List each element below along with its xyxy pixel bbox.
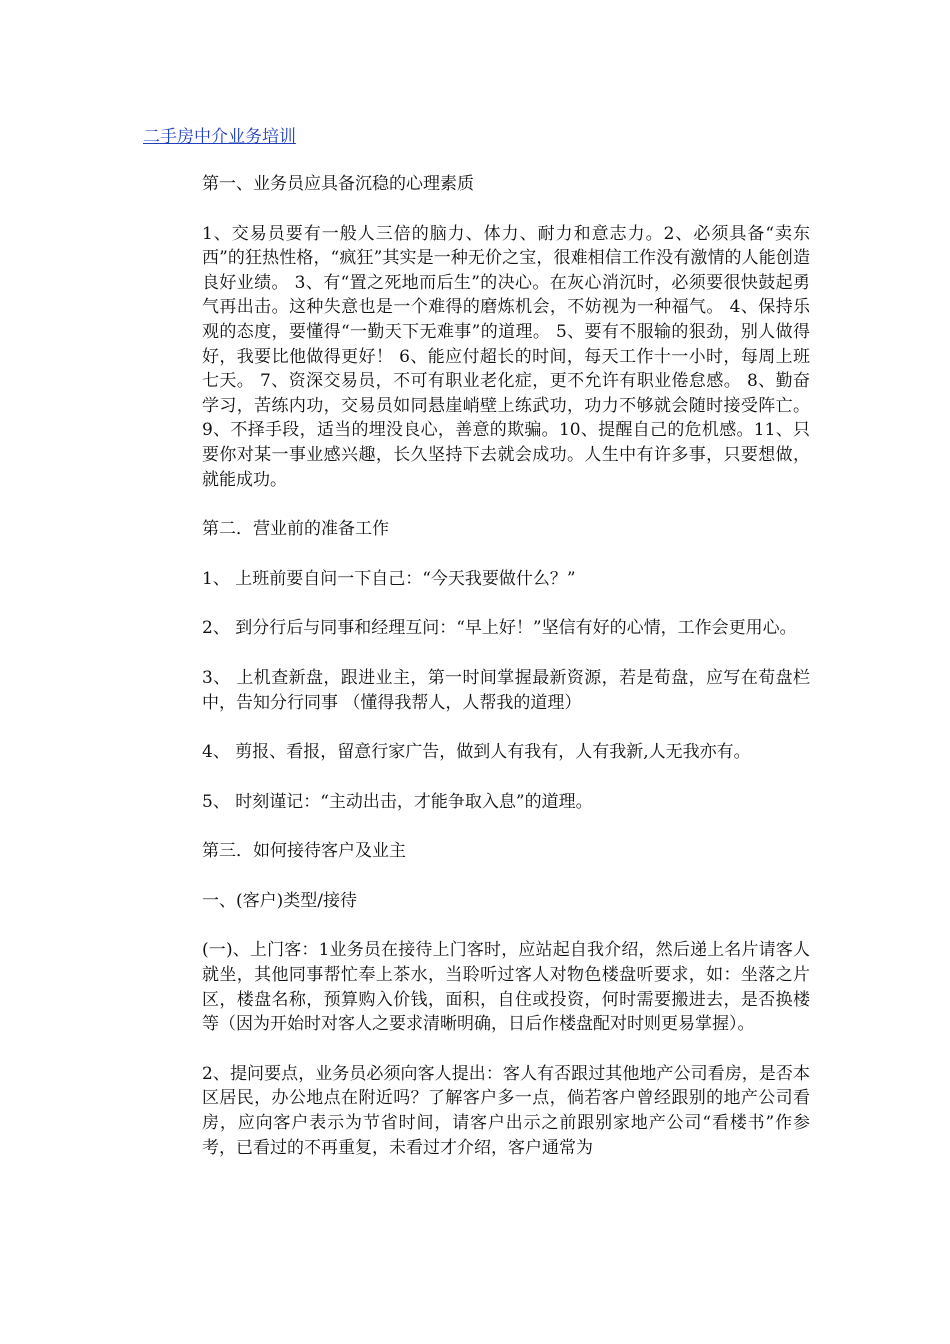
list-item-prep-1: 1、 上班前要自问一下自己：“今天我要做什么？” [202,568,576,589]
section-heading-3: 第三．如何接待客户及业主 [202,841,406,862]
list-item-prep-3: 3、 上机查新盘，跟进业主，第一时间掌握最新资源，若是荀盘，应写在荀盘栏中，告知分行同事 （懂得我帮人，人帮我的道理） [202,667,810,713]
list-item-prep-5: 5、 时刻谨记：“主动出击，才能争取入息”的道理。 [202,791,593,812]
subsection-heading-client-types: 一、(客户)类型/接待 [202,890,357,911]
document-title-link[interactable]: 二手房中介业务培训 [143,127,296,147]
section-heading-2: 第二．营业前的准备工作 [202,519,389,540]
section-heading-1: 第一、业务员应具备沉稳的心理素质 [202,174,474,194]
paragraph-question-points: 2、提问要点，业务员必须向客人提出：客人有否跟过其他地产公司看房，是否本区居民，办公地点在附近吗？了解客户多一点，倘若客户曾经跟别的地产公司看房，应向客户表示为节省时间，请客户出示之前跟别家地产公司“看楼书”作参考，已看过的不再重复，未看过才介绍，客户通常为 [202,1063,810,1158]
list-item-prep-2: 2、 到分行后与同事和经理互问：“早上好！”坚信有好的心情，工作会更用心。 [202,618,797,639]
document-body [202,172,810,1185]
list-item-prep-4: 4、 剪报、看报，留意行家广告，做到人有我有，人有我新,人无我亦有。 [202,742,751,763]
paragraph-walk-in-client: (一)、上门客：1业务员在接待上门客时，应站起自我介绍，然后递上名片请客人就坐，其他同事帮忙奉上茶水，当聆听过客人对物色楼盘听要求，如：坐落之片区，楼盘名称，预算购入价钱，面积，自住或投资，何时需要搬进去，是否换楼等（因为开始时对客人之要求清晰明确，日后作楼盘配对时则更易掌握）。 [202,940,810,1035]
paragraph-mental-qualities: 1、交易员要有一般人三倍的脑力、体力、耐力和意志力。2、必须具备“卖东西”的狂热性格，“疯狂”其实是一种无价之宝，很难相信工作没有激情的人能创造良好业绩。 3、有“置之死地而后生”的决心。在灰心消沉时，必须要很快鼓起勇气再出击。这种失意也是一个难得的磨炼机会，不妨视为一种福气。 4、保持乐观的态度，要懂得“一勤天下无难事”的道理。 5、要有不服输的狠劲，别人做得好，我要比他做得更好！ 6、能应付超长的时间，每天工作十一小时，每周上班七天。 7、资深交易员，不可有职业老化症，更不允许有职业倦怠感。 8、勤奋学习，苦练内功，交易员如同悬崖峭壁上练武功，功力不够就会随时接受阵亡。 9、不择手段，适当的埋没良心，善意的欺骗。10、提醒自己的危机感。11、只要你对某一事业感兴趣，长久坚持下去就会成功。人生中有许多事，只要想做，就能成功。 [202,223,810,490]
